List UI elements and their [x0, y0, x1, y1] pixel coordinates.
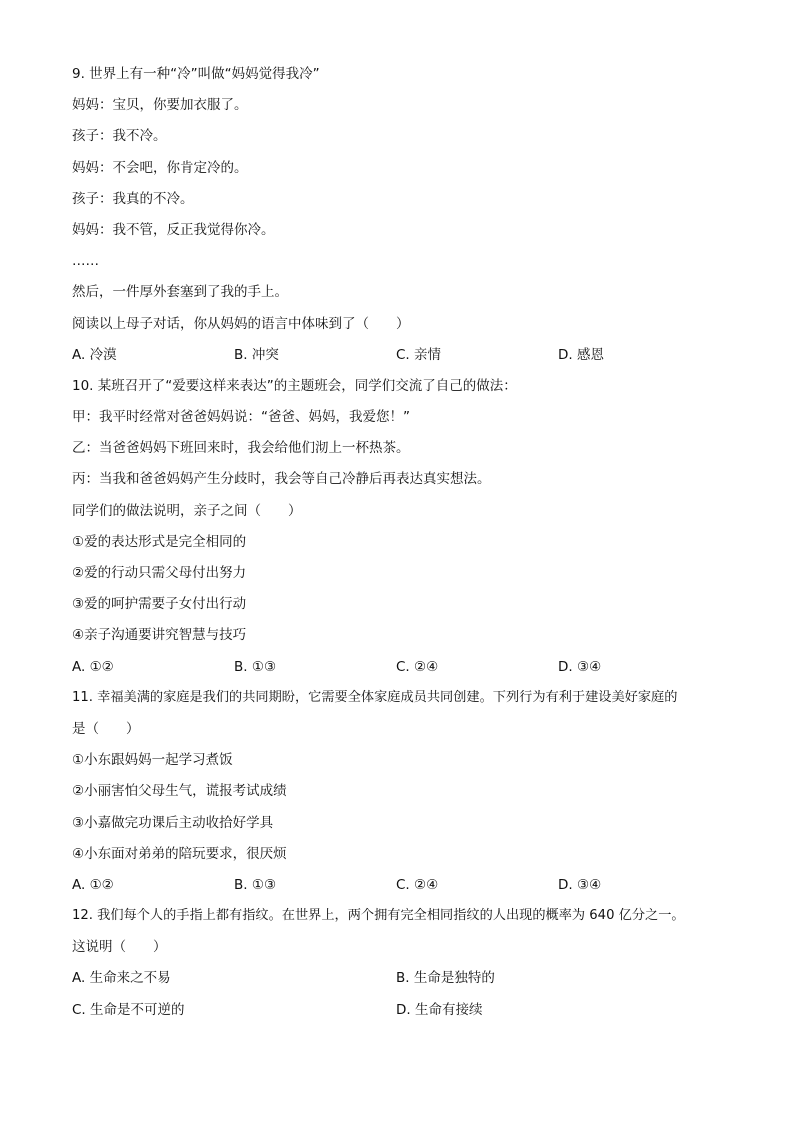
q11-option-b: B. ①③ [234, 876, 277, 893]
q9-question: 阅读以上母子对话，你从妈妈的语言中体味到了（ ） [72, 315, 410, 332]
q9-options [72, 345, 732, 376]
q12-stem-line2: 这说明（ ） [72, 939, 167, 956]
q9-dialogue-line: 妈妈：不会吧，你肯定冷的。 [72, 159, 248, 176]
q11-item: ④小东面对弟弟的陪玩要求，很厌烦 [72, 845, 287, 862]
q12-option-c: C. 生命是不可逆的 [72, 1001, 185, 1018]
q9-dialogue-line: …… [72, 253, 99, 270]
q10-option-a: A. ①② [72, 658, 114, 675]
q12-option-a: A. 生命来之不易 [72, 970, 171, 987]
q11-item: ①小东跟妈妈一起学习煮饭 [72, 752, 233, 769]
q10-stem: 10. 某班召开了“爱要这样来表达”的主题班会，同学们交流了自己的做法： [72, 377, 517, 394]
q10-options [72, 657, 732, 688]
page-content [72, 64, 732, 1031]
q11-options [72, 875, 732, 906]
q10-statement: 丙：当我和爸爸妈妈产生分歧时，我会等自己冷静后再表达真实想法。 [72, 471, 491, 488]
q11-item: ②小丽害怕父母生气，谎报考试成绩 [72, 783, 287, 800]
q11-option-a: A. ①② [72, 876, 114, 893]
q9-dialogue-line: 孩子：我真的不冷。 [72, 190, 194, 207]
q12-stem-line1: 12. 我们每个人的手指上都有指纹。在世界上，两个拥有完全相同指纹的人出现的概率为 640 亿分之一。 [72, 908, 685, 924]
q12-option-b: B. 生命是独特的 [396, 970, 495, 987]
q10-option-b: B. ①③ [234, 658, 277, 675]
q9-dialogue-line: 妈妈：我不管，反正我觉得你冷。 [72, 221, 275, 238]
q10-question: 同学们的做法说明，亲子之间（ ） [72, 502, 302, 519]
q10-item: ②爱的行动只需父母付出努力 [72, 565, 247, 581]
q11-item: ③小嘉做完功课后主动收拾好学具 [72, 814, 274, 831]
q11-option-c: C. ②④ [396, 876, 439, 893]
q11-option-d: D. ③④ [558, 876, 602, 893]
q11-stem-line2: 是（ ） [72, 720, 140, 737]
q11-stem-line1: 11. 幸福美满的家庭是我们的共同期盼，它需要全体家庭成员共同创建。下列行为有利于建设美好家庭的 [72, 689, 678, 705]
q12-options-row1 [72, 968, 732, 999]
q10-statement: 甲：我平时经常对爸爸妈妈说：“爸爸、妈妈，我爱您！” [72, 409, 410, 426]
q9-dialogue-line: 然后，一件厚外套塞到了我的手上。 [72, 284, 288, 301]
q9-option-c: C. 亲情 [396, 346, 442, 363]
q9-dialogue-line: 孩子：我不冷。 [72, 128, 167, 145]
q9-option-b: B. 冲突 [234, 346, 279, 363]
q9-option-a: A. 冷漠 [72, 346, 117, 363]
q10-item: ③爱的呵护需要子女付出行动 [72, 596, 247, 613]
q9-stem: 9. 世界上有一种“冷”叫做“妈妈觉得我冷” [72, 66, 320, 82]
q10-item: ①爱的表达形式是完全相同的 [72, 533, 247, 550]
q10-item: ④亲子沟通要讲究智慧与技巧 [72, 627, 247, 644]
q12-options-row2 [72, 1000, 732, 1031]
q10-option-d: D. ③④ [558, 658, 602, 675]
q9-option-d: D. 感恩 [558, 346, 604, 363]
q9-dialogue-line: 妈妈：宝贝，你要加衣服了。 [72, 97, 248, 114]
q10-statement: 乙：当爸爸妈妈下班回来时，我会给他们沏上一杯热茶。 [72, 440, 410, 457]
q12-option-d: D. 生命有接续 [396, 1001, 483, 1018]
q10-option-c: C. ②④ [396, 658, 439, 675]
